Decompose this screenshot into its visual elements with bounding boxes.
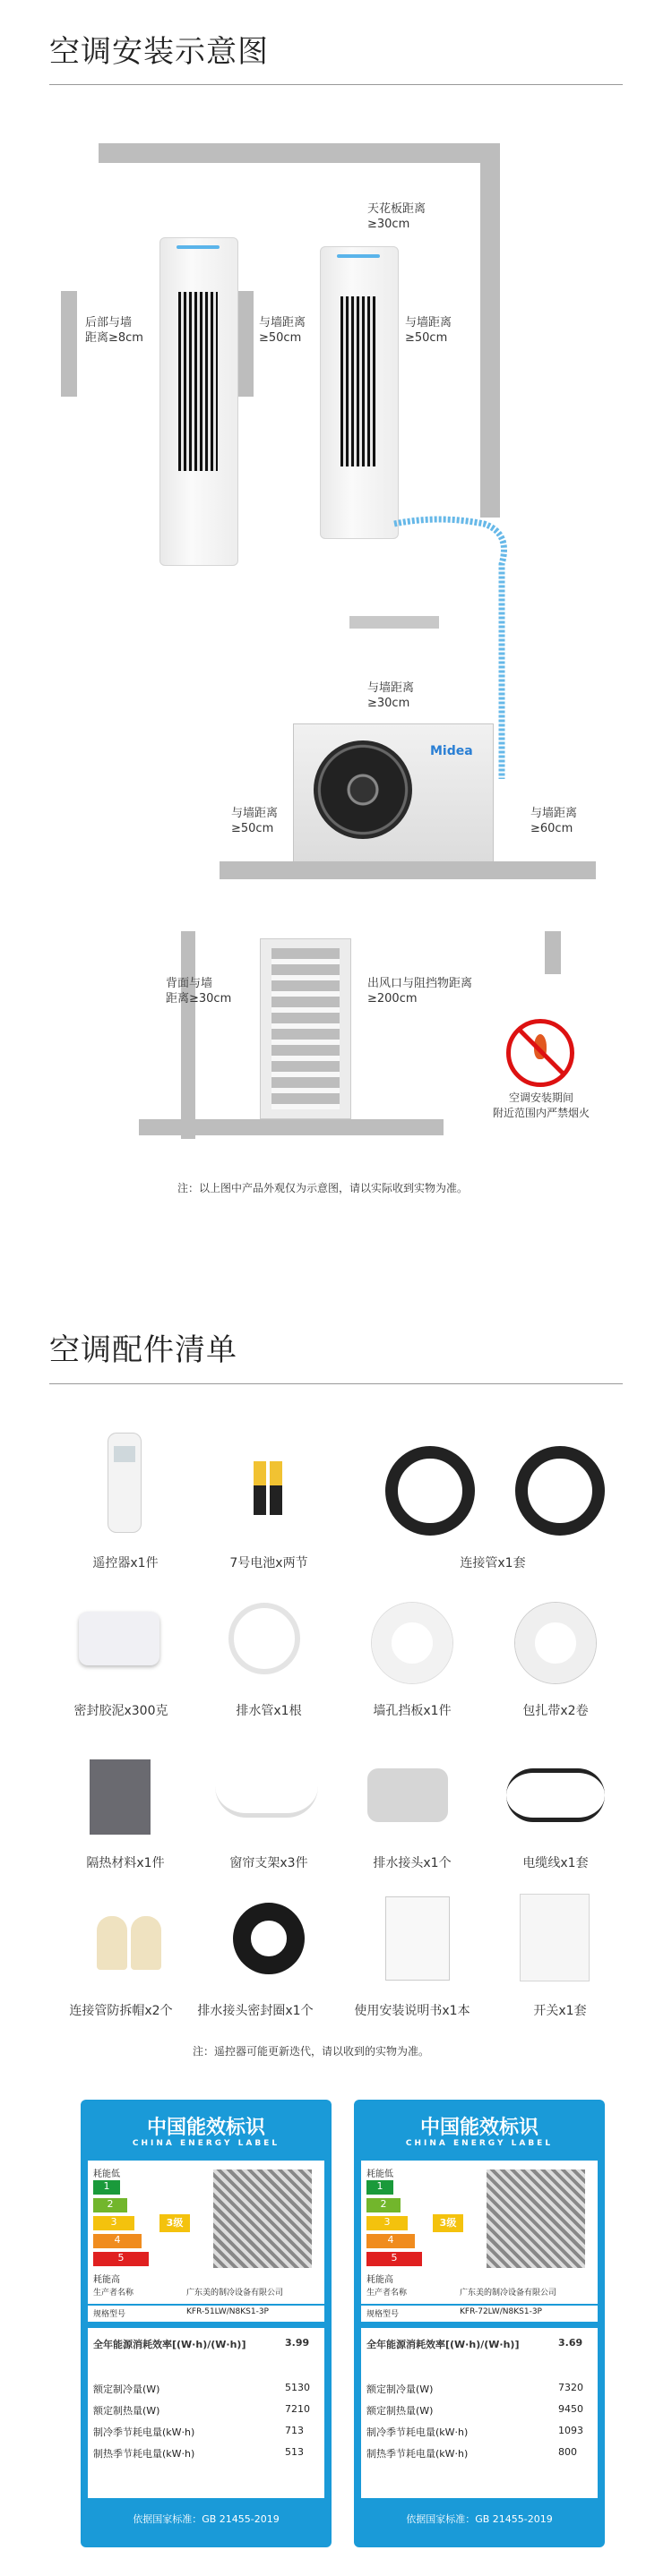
accessory-label: 窗帘支架x3件: [229, 1856, 308, 1870]
air-grille: [340, 296, 376, 466]
qr-code-icon: [487, 2169, 585, 2268]
grade-bar: 3: [366, 2216, 408, 2230]
pipe-cap-icon: [97, 1916, 127, 1970]
energy-standard: 依据国家标准：GB 21455-2019: [406, 2513, 553, 2525]
back-clearance-label: 背面与墙 距离≥30cm: [166, 977, 232, 1006]
fan-grille: [271, 948, 340, 1109]
grade-bar: 2: [366, 2198, 401, 2212]
accessories-note: 注：遥控器可能更新迭代，请以收到的实物为准。: [193, 2045, 430, 2058]
ground-base: [220, 861, 596, 879]
grade-bar: 4: [93, 2234, 142, 2248]
outdoor-unit: [293, 723, 494, 864]
cable-icon: [506, 1768, 605, 1822]
indicator-light: [337, 254, 380, 258]
manual-icon: [385, 1896, 450, 1981]
accessories-title: 空调配件清单: [49, 1332, 237, 1368]
no-fire-caption: 空调安装期间 附近范围内严禁烟火: [493, 1091, 590, 1119]
energy-label: 中国能效标识 CHINA ENERGY LABEL 耗能低 1 2 3 4 5 耗能高 3级 生产者名称 广东美的制冷设备有限公司 规格型号 KFR-72LW/N8KS1-3P 全年能源消耗效率[(W·h)/(W·h)] 3.69 额定制冷量(W) 7320 额定制热量(W) 9450 制冷季节耗电量(kW·h) 1093 制热季节耗电量(kW·h) 800 依据国家标准：GB 21455-2019: [354, 2100, 605, 2547]
air-grille: [178, 292, 218, 471]
accessory-label: 排水接头x1个: [373, 1856, 452, 1870]
accessory-label: 排水接头密封圈x1个: [197, 2004, 314, 2018]
connecting-pipe-icon: [515, 1446, 605, 1536]
no-fire-icon: [506, 1019, 574, 1087]
accessory-label: 电缆线x1套: [522, 1856, 589, 1870]
accessory-label: 墙孔挡板x1件: [373, 1704, 452, 1718]
energy-label: 中国能效标识 CHINA ENERGY LABEL 耗能低 1 2 3 4 5 耗能高 3级 生产者名称 广东美的制冷设备有限公司 规格型号 KFR-51LW/N8KS1-3P 全年能源消耗效率[(W·h)/(W·h)] 3.99 额定制冷量(W) 5130 额定制热量(W) 7210 制冷季节耗电量(kW·h) 713 制热季节耗电量(kW·h) 513 依据国家标准：GB 21455-2019: [81, 2100, 332, 2547]
ceiling-distance-label: 天花板距离 ≥30cm: [367, 202, 426, 231]
sealant-icon: [79, 1612, 159, 1665]
ceiling-wall: [99, 143, 500, 163]
side-distance-label-left: 与墙距离 ≥50cm: [259, 316, 306, 345]
bottom-wall: [139, 1119, 444, 1135]
grade-bar: 1: [366, 2180, 393, 2195]
accessory-label: 使用安装说明书x1本: [354, 2004, 470, 2018]
grade-bar: 5: [93, 2252, 149, 2266]
curtain-bracket-icon: [215, 1786, 318, 1818]
grade-bar: 3: [93, 2216, 134, 2230]
seal-ring-icon: [233, 1903, 305, 1974]
battery-icon: [254, 1461, 266, 1515]
grade-indicator: 3级: [159, 2214, 190, 2232]
accessory-label: 连接管防拆帽x2个: [69, 2004, 173, 2018]
accessory-label: 排水管x1根: [236, 1704, 302, 1718]
remote-control-icon: [108, 1433, 142, 1533]
qr-code-icon: [213, 2169, 312, 2268]
energy-label-subtitle: CHINA ENERGY LABEL: [132, 2139, 280, 2148]
brand-logo: Midea: [430, 744, 473, 758]
accessory-label: 遥控器x1件: [92, 1556, 159, 1570]
side-distance-label-right: 与墙距离 ≥50cm: [405, 316, 452, 345]
indoor-unit-tower: [320, 246, 399, 539]
pipe-cap-icon: [131, 1916, 161, 1970]
indicator-light: [177, 245, 220, 249]
outdoor-right-distance-label: 与墙距离 ≥60cm: [530, 807, 578, 835]
side-wall-mid: [237, 291, 254, 397]
grade-bar: 5: [366, 2252, 422, 2266]
grade-indicator: 3级: [433, 2214, 463, 2232]
grade-bar: 2: [93, 2198, 127, 2212]
wall-plate-icon: [372, 1603, 452, 1683]
back-wall-left: [61, 291, 77, 397]
outdoor-left-distance-label: 与墙距离 ≥50cm: [231, 807, 279, 835]
install-diagram-title: 空调安装示意图: [49, 34, 269, 70]
energy-standard: 依据国家标准：GB 21455-2019: [133, 2513, 280, 2525]
title-divider: [49, 84, 623, 85]
back-wall: [181, 931, 195, 1139]
diagram-note: 注：以上图中产品外观仅为示意图，请以实际收到实物为准。: [177, 1182, 469, 1194]
accessory-label: 隔热材料x1件: [86, 1856, 165, 1870]
obstacle: [545, 931, 561, 974]
tape-roll-icon: [515, 1603, 596, 1683]
battery-icon: [270, 1461, 282, 1515]
back-distance-label: 后部与墙 距离≥8cm: [85, 316, 143, 345]
outdoor-unit-topview: [260, 938, 351, 1119]
energy-label-title: 中国能效标识: [419, 2117, 538, 2139]
insulation-icon: [90, 1759, 151, 1835]
accessory-label: 7号电池x两节: [229, 1556, 308, 1570]
outdoor-top-distance-label: 与墙距离 ≥30cm: [367, 681, 415, 710]
title-divider: [49, 1383, 623, 1384]
indoor-unit-tower: [159, 237, 238, 566]
right-wall: [480, 143, 500, 518]
outlet-clearance-label: 出风口与阻挡物距离 ≥200cm: [367, 977, 473, 1006]
grade-bar: 4: [366, 2234, 415, 2248]
accessory-label: 开关x1套: [533, 2004, 587, 2018]
drain-joint-icon: [367, 1768, 448, 1822]
connecting-pipe-icon: [385, 1446, 475, 1536]
switch-icon: [520, 1894, 590, 1981]
energy-label-title: 中国能效标识: [146, 2117, 265, 2139]
energy-label-subtitle: CHINA ENERGY LABEL: [405, 2139, 554, 2148]
accessory-label: 包扎带x2卷: [522, 1704, 589, 1718]
fan-icon: [314, 740, 412, 839]
drain-hose-icon: [228, 1603, 300, 1674]
accessory-label: 密封胶泥x300克: [73, 1704, 168, 1718]
grade-bar: 1: [93, 2180, 120, 2195]
accessory-label: 连接管x1套: [460, 1556, 526, 1570]
